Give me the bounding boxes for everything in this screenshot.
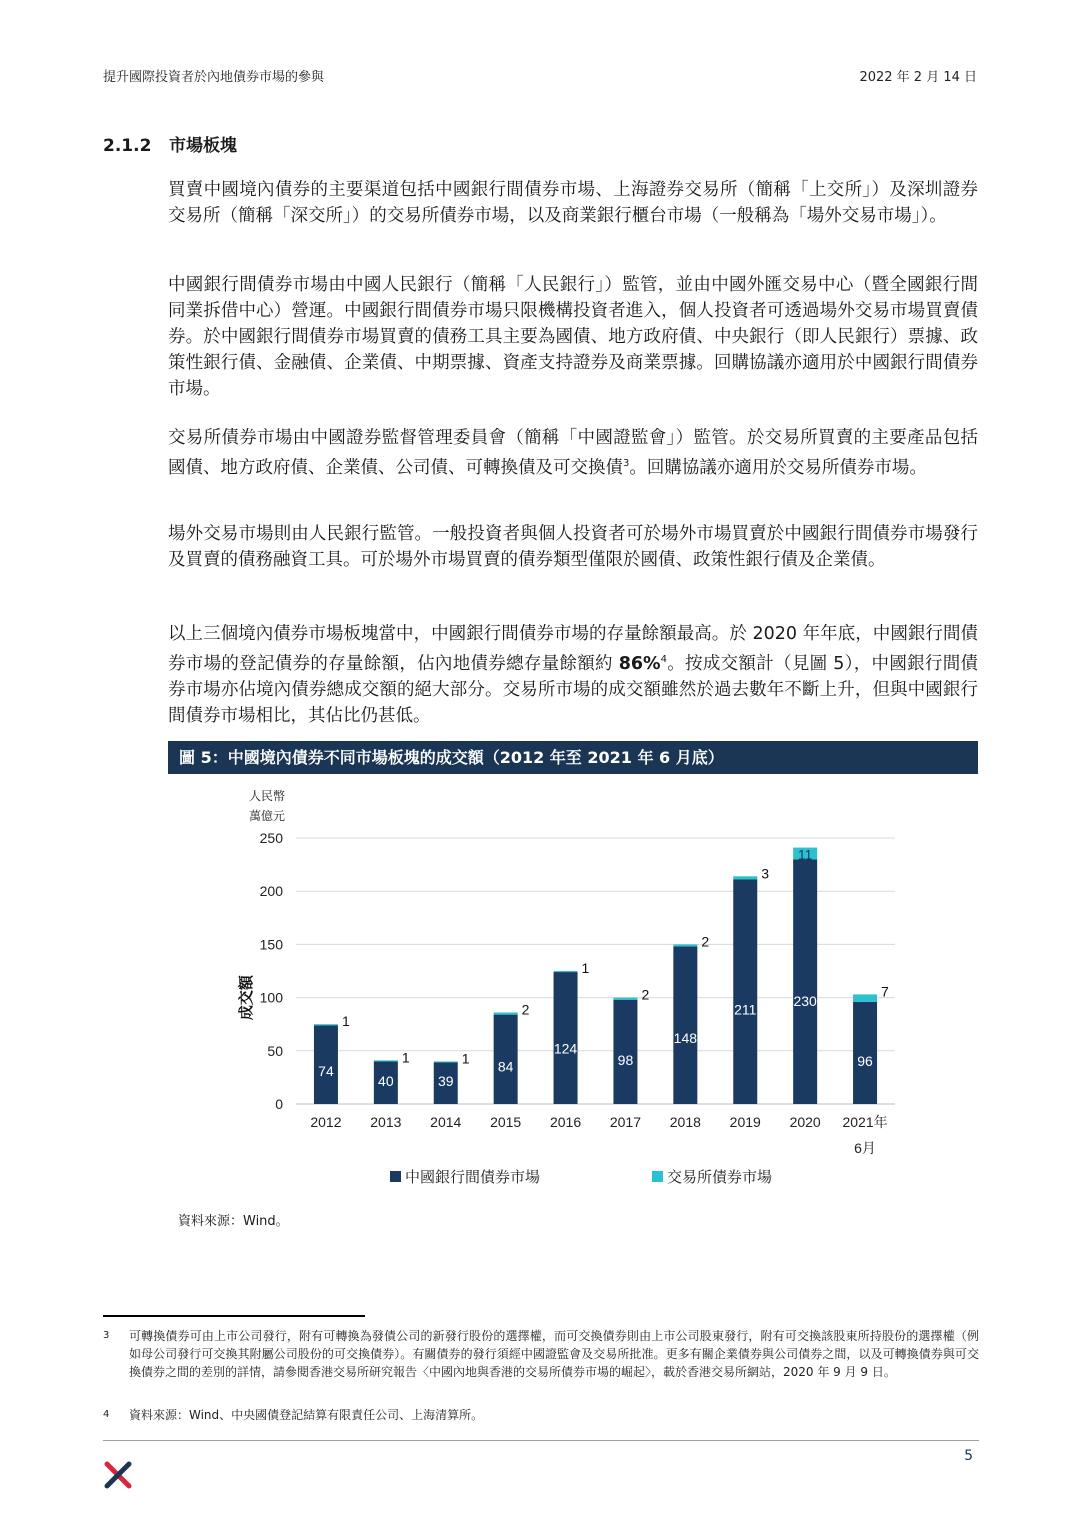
y-tick-label: 150 <box>259 936 283 953</box>
paragraph-exchange-text-end: 。回購協議亦適用於交易所債券市場。 <box>629 457 927 478</box>
legend-label-exchange: 交易所債券市場 <box>667 1169 773 1186</box>
footnote-text: 資料來源：Wind、中央國債登記結算有限責任公司、上海清算所。 <box>129 1408 484 1422</box>
paragraph-otc-market: 場外交易市場則由人民銀行監管。一般投資者與個人投資者可於場外市場買賣於中國銀行間債券市場發行及買賣的債務融資工具。可於場外市場買賣的債券類型僅限於國債、政策性銀行債及企業債。 <box>168 524 978 570</box>
x-tick-label: 6月 <box>854 1140 876 1156</box>
bar-exchange <box>554 971 578 972</box>
x-tick-label: 2013 <box>370 1114 402 1130</box>
paragraph-exchange-text: 交易所債券市場由中國證券監督管理委員會（簡稱「中國證監會」）監管。於交易所買賣的主要產品包括國債、地方政府債、企業債、公司債、可轉換債及可交換債 <box>168 428 978 478</box>
data-label-exchange: 11 <box>797 846 813 863</box>
paragraph-share-text: 以上三個境內債券市場板塊當中，中國銀行間債券市場的存量餘額最高。於 2020 年年底，中國銀行間債券市場的登記債券的存量餘額，佔內地債券總存量餘額約 <box>168 624 978 674</box>
footnote-text: 可轉換債券可由上市公司發行，附有可轉換為發債公司的新發行股份的選擇權，而可交換債券則由上市公司股東發行，附有可交換該股東所持股份的選擇權（例如母公司發行可交換其附屬公司股份的可交換債券）。有關債券的發行須經中國證監會及交易所批准。更多有關企業債券與公司債券之間，以及可轉換債券與可交換債券之間的差別的詳情，請參閱香港交易所研究報告〈中國內地與香港的交易所債券市場的崛起〉，載於香港交易所網站，2020 年 9 月 9 日。 <box>129 1329 979 1379</box>
bar-exchange <box>673 944 697 946</box>
bar-interbank <box>673 947 697 1104</box>
paragraph-share-text-end: 。按成交額計（見圖 5），中國銀行間債券市場亦佔境內債券總成交額的絕大部分。交易所市場的成交額雖然於過去數年不斷上升，但與中國銀行間債券市場相比，其佔比仍甚低。 <box>168 653 978 726</box>
share-percentage: 86% <box>618 653 661 674</box>
bar-interbank <box>554 972 578 1104</box>
y-tick-label: 100 <box>259 989 283 1006</box>
section-title: 市場板塊 <box>169 136 237 156</box>
data-label-interbank: 98 <box>617 1052 634 1069</box>
data-label-exchange: 2 <box>641 986 650 1003</box>
footer-rule <box>103 1440 979 1441</box>
x-tick-label: 2015 <box>490 1114 522 1130</box>
x-tick-label: 2016 <box>549 1114 582 1130</box>
y-tick-label: 0 <box>275 1096 283 1112</box>
bar-exchange <box>314 1024 338 1025</box>
y-axis-title: 成交額 <box>238 975 255 1021</box>
legend-swatch-exchange <box>652 1171 663 1182</box>
y-unit-label: 萬億元 <box>248 809 286 823</box>
data-label-exchange: 1 <box>581 960 590 976</box>
data-label-exchange: 2 <box>701 933 710 950</box>
data-label-interbank: 148 <box>673 1029 698 1046</box>
x-tick-label: 2012 <box>310 1114 342 1130</box>
x-tick-label: 2020 <box>789 1114 821 1130</box>
footnote-number: 3 <box>103 1330 110 1341</box>
data-label-exchange: 1 <box>461 1050 470 1067</box>
page-number: 5 <box>964 1448 973 1464</box>
hkex-logo-icon <box>103 1460 133 1490</box>
bar-exchange <box>374 1060 398 1061</box>
bar-interbank <box>793 859 817 1104</box>
section-number: 2.1.2 <box>103 136 152 156</box>
paragraph-cibm: 中國銀行間債券市場由中國人民銀行（簡稱「人民銀行」）監管，並由中國外匯交易中心（暨全國銀行間同業拆借中心）營運。中國銀行間債券市場只限機構投資者進入，個人投資者可透過場外交易市場買賣債券。於中國銀行間債券市場買賣的債務工具主要為國債、地方政府債、中央銀行（即人民銀行）票據、政策性銀行債、金融債、企業債、中期票據、資產支持證券及商業票據。回購協議亦適用於中國銀行間債券市場。 <box>168 275 978 399</box>
data-label-exchange: 2 <box>521 1001 530 1018</box>
y-tick-label: 250 <box>259 830 283 846</box>
bar-exchange <box>853 994 877 1001</box>
bar-interbank <box>733 879 757 1104</box>
footnote-ref-4[interactable]: 4 <box>660 654 667 665</box>
data-label-interbank: 211 <box>734 1001 757 1018</box>
footnote-number: 4 <box>103 1409 110 1420</box>
data-label-exchange: 1 <box>341 1013 350 1030</box>
bar-exchange <box>494 1012 518 1014</box>
data-label-exchange: 7 <box>881 983 889 1000</box>
running-header-title: 提升國際投資者於內地債券市場的參與 <box>103 70 325 85</box>
paragraph-channels: 買賣中國境內債券的主要渠道包括中國銀行間債券市場、上海證券交易所（簡稱「上交所」）及深圳證券交易所（簡稱「深交所」）的交易所債券市場，以及商業銀行櫃台市場（一般稱為「場外交易市場」）。 <box>168 180 978 226</box>
y-tick-label: 50 <box>267 1042 283 1059</box>
data-label-interbank: 230 <box>793 993 817 1010</box>
data-label-exchange: 3 <box>761 865 770 882</box>
x-tick-label: 2018 <box>669 1114 701 1130</box>
running-header-date: 2022 年 2 月 14 日 <box>859 70 977 85</box>
x-tick-label: 2021年 <box>842 1114 888 1130</box>
data-label-interbank: 124 <box>553 1040 578 1057</box>
data-label-interbank: 74 <box>318 1062 334 1079</box>
data-label-interbank: 39 <box>437 1073 454 1089</box>
data-label-exchange: 1 <box>401 1049 410 1066</box>
legend-label-interbank: 中國銀行間債券市場 <box>405 1169 541 1186</box>
bar-exchange <box>613 998 637 1000</box>
bar-exchange <box>733 876 757 879</box>
figure-title-banner: 圖 5：中國境內債券不同市場板塊的成交額（2012 年至 2021 年 6 月底） <box>168 741 978 774</box>
footnote-ref-3[interactable]: 3 <box>623 458 630 469</box>
footnote-separator <box>103 1315 365 1317</box>
x-tick-label: 2017 <box>609 1114 642 1130</box>
data-label-interbank: 96 <box>857 1053 873 1070</box>
y-unit-label: 人民幣 <box>248 789 286 803</box>
legend-swatch-interbank <box>390 1171 401 1182</box>
bar-exchange <box>434 1061 458 1062</box>
y-tick-label: 200 <box>259 883 283 900</box>
x-tick-label: 2014 <box>430 1114 462 1130</box>
x-tick-label: 2019 <box>729 1114 761 1130</box>
figure-source: 資料來源：Wind。 <box>178 1214 289 1229</box>
data-label-interbank: 40 <box>378 1073 394 1089</box>
data-label-interbank: 84 <box>497 1058 514 1075</box>
